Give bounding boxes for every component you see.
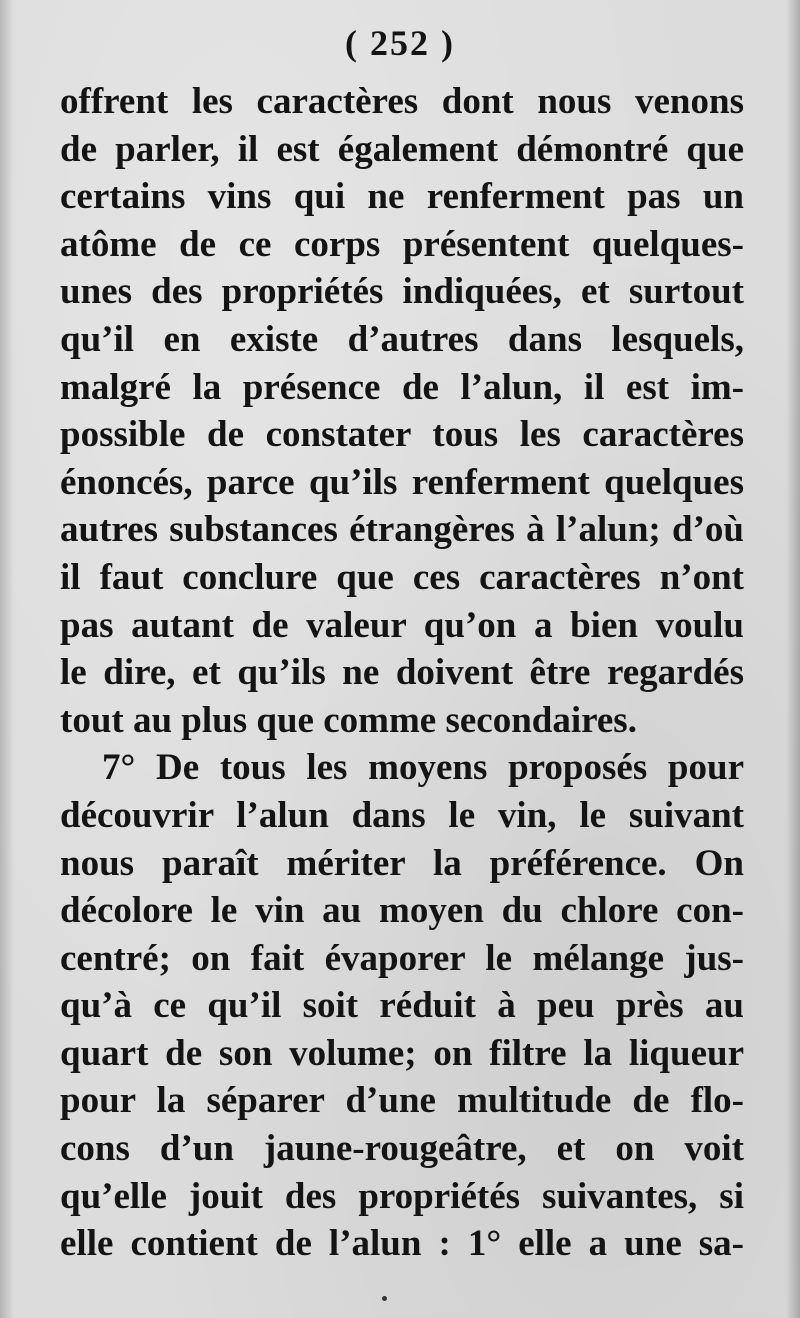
- text-line: de parler, il est également démontré que: [60, 128, 744, 170]
- text-line: possible de constater tous les caractères: [60, 414, 744, 456]
- text-line: pour la séparer d’une multitude de flo-: [60, 1080, 744, 1122]
- text-line: découvrir l’alun dans le vin, le suivant: [60, 794, 744, 836]
- body-text: [60, 78, 744, 1268]
- page-left-edge-shadow: [0, 0, 14, 1318]
- text-line: atôme de ce corps présentent quelques-: [60, 223, 744, 265]
- text-line: elle contient de l’alun : 1° elle a une sa-: [60, 1223, 744, 1265]
- page-right-edge-shadow: [786, 0, 800, 1318]
- text-line: autres substances étrangères à l’alun; d’où: [60, 509, 744, 551]
- page-number: ( 252 ): [345, 23, 455, 63]
- text-line: qu’il en existe d’autres dans lesquels,: [60, 318, 744, 360]
- text-line: cons d’un jaune-rougeâtre, et on voit: [60, 1128, 744, 1170]
- text-line: certains vins qui ne renferment pas un: [60, 176, 744, 218]
- text-line: unes des propriétés indiquées, et surtout: [60, 271, 744, 313]
- text-line: décolore le vin au moyen du chlore con-: [60, 890, 744, 932]
- text-line: malgré la présence de l’alun, il est im-: [60, 366, 744, 408]
- text-line: pas autant de valeur qu’on a bien voulu: [60, 604, 744, 646]
- text-line: nous paraît mériter la préférence. On: [60, 842, 744, 884]
- text-line: quart de son volume; on filtre la liqueur: [60, 1032, 744, 1074]
- text-line: offrent les caractères dont nous venons: [60, 81, 744, 122]
- text-line: qu’à ce qu’il soit réduit à peu près au: [60, 985, 744, 1027]
- text-line: le dire, et qu’ils ne doivent être regardés: [60, 652, 744, 694]
- paragraph-last-line: tout au plus que comme secondaires.: [60, 699, 637, 741]
- text-line: il faut conclure que ces caractères n’ont: [60, 556, 744, 598]
- ink-speck: [382, 1296, 387, 1301]
- paragraph-first-line: 7° De tous les moyens proposés pour: [102, 747, 744, 789]
- text-line: qu’elle jouit des propriétés suivantes, si: [60, 1175, 744, 1217]
- text-line: énoncés, parce qu’ils renferment quelques: [60, 461, 744, 503]
- text-line: centré; on fait évaporer le mélange jus-: [60, 937, 744, 979]
